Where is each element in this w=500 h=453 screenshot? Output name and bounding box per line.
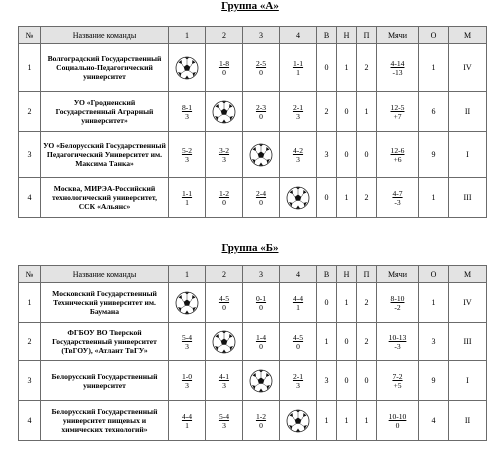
draws-cell: 0 (337, 361, 357, 401)
column-header: 4 (280, 266, 317, 283)
match-result-cell (243, 44, 280, 92)
team-name: УО «Белорусский Государственный Педагогический Университет им. Максима Танка» (41, 132, 169, 178)
match-points: 1 (296, 67, 300, 77)
match-score: 4-4 (292, 293, 304, 303)
goal-difference: -13 (392, 67, 403, 77)
place-cell: I (449, 361, 487, 401)
match-score: 0-1 (255, 293, 267, 303)
wins-cell: 1 (317, 323, 337, 361)
column-header: В (317, 266, 337, 283)
table-row (19, 401, 487, 441)
match-score: 2-5 (255, 58, 267, 68)
column-header: Н (337, 266, 357, 283)
self-match-cell (206, 92, 243, 132)
table-row (19, 44, 487, 92)
goals-cell (377, 178, 419, 218)
match-points: 3 (222, 380, 226, 390)
match-score: 5-4 (181, 332, 193, 342)
self-match-cell (243, 361, 280, 401)
match-score: 1-1 (292, 58, 304, 68)
losses-cell: 0 (357, 361, 377, 401)
match-points: 0 (259, 420, 263, 430)
table-row (19, 283, 487, 323)
team-name: ФГБОУ ВО Тверской Государственный университет (ТвГОУ), «Атлант ТвГУ» (41, 323, 169, 361)
match-result-cell (206, 283, 243, 323)
losses-cell: 0 (357, 132, 377, 178)
match-points: 3 (296, 154, 300, 164)
match-points: 3 (296, 111, 300, 121)
team-name: Белорусский Государственный университет (41, 361, 169, 401)
match-points: 1 (296, 302, 300, 312)
match-result-cell (280, 323, 317, 361)
points-cell: 1 (419, 178, 449, 218)
match-result-cell (280, 361, 317, 401)
column-header: В (317, 27, 337, 44)
match-result-cell (280, 44, 317, 92)
soccer-ball-icon (212, 330, 236, 354)
wins-cell: 0 (317, 44, 337, 92)
draws-cell: 1 (337, 44, 357, 92)
soccer-ball-icon (212, 100, 236, 124)
match-points: 1 (185, 197, 189, 207)
goals-ratio: 10-13 (388, 332, 407, 342)
draws-cell: 1 (337, 283, 357, 323)
table-row (19, 92, 487, 132)
soccer-ball-icon (175, 56, 199, 80)
place-cell: I (449, 132, 487, 178)
losses-cell: 2 (357, 44, 377, 92)
points-cell: 3 (419, 323, 449, 361)
losses-cell: 2 (357, 178, 377, 218)
goal-difference: 0 (395, 420, 400, 430)
column-header: Н (337, 27, 357, 44)
group-a-table (18, 26, 487, 218)
match-points: 0 (259, 197, 263, 207)
points-cell: 1 (419, 44, 449, 92)
match-points: 0 (259, 111, 263, 121)
wins-cell: 0 (317, 178, 337, 218)
soccer-ball-icon (286, 409, 310, 433)
match-result-cell (243, 323, 280, 361)
match-score: 4-5 (218, 293, 230, 303)
team-name: Московский Государственный Технический университет им. Баумана (41, 283, 169, 323)
match-score: 5-2 (181, 145, 193, 155)
draws-cell: 0 (337, 323, 357, 361)
team-name: Белорусский Государственный университет пищевых и химических технологий» (41, 401, 169, 441)
match-result-cell (169, 323, 206, 361)
match-score: 3-2 (218, 145, 230, 155)
group-a-title: Группа «А» (221, 0, 279, 12)
table-row (19, 361, 487, 401)
match-result-cell (206, 132, 243, 178)
goal-difference: -3 (394, 197, 401, 207)
draws-cell: 1 (337, 178, 357, 218)
match-result-cell (206, 401, 243, 441)
match-score: 4-1 (218, 371, 230, 381)
match-points: 3 (185, 341, 189, 351)
header-row (19, 266, 487, 283)
self-match-cell (169, 283, 206, 323)
match-score: 1-4 (255, 332, 267, 342)
match-result-cell (169, 401, 206, 441)
column-header: О (419, 266, 449, 283)
column-header: 2 (206, 27, 243, 44)
place-cell: II (449, 92, 487, 132)
match-result-cell (206, 44, 243, 92)
column-header: О (419, 27, 449, 44)
goal-difference: +5 (393, 380, 402, 390)
points-cell: 6 (419, 92, 449, 132)
match-points: 3 (185, 154, 189, 164)
place-cell: III (449, 323, 487, 361)
place-cell: III (449, 178, 487, 218)
column-header: 3 (243, 27, 280, 44)
column-header: 1 (169, 266, 206, 283)
soccer-ball-icon (286, 186, 310, 210)
goals-ratio: 12-6 (390, 145, 405, 155)
draws-cell: 0 (337, 132, 357, 178)
match-points: 3 (222, 420, 226, 430)
match-points: 0 (222, 302, 226, 312)
goals-ratio: 12-5 (390, 102, 405, 112)
match-points: 1 (185, 420, 189, 430)
goals-ratio: 4-7 (392, 188, 403, 198)
place-cell: IV (449, 283, 487, 323)
column-header: М (449, 27, 487, 44)
match-score: 4-4 (181, 411, 193, 421)
match-score: 1-2 (218, 188, 230, 198)
match-score: 2-1 (292, 371, 304, 381)
points-cell: 1 (419, 283, 449, 323)
header-row (19, 27, 487, 44)
table-row (19, 132, 487, 178)
match-result-cell (169, 361, 206, 401)
match-points: 3 (296, 380, 300, 390)
draws-cell: 0 (337, 92, 357, 132)
goals-ratio: 8-10 (390, 293, 405, 303)
goal-difference: -3 (394, 341, 401, 351)
goals-cell (377, 92, 419, 132)
goals-ratio: 10-10 (388, 411, 407, 421)
goals-cell (377, 44, 419, 92)
column-header: Мячи (377, 266, 419, 283)
column-header: 3 (243, 266, 280, 283)
match-score: 1-2 (255, 411, 267, 421)
match-score: 4-2 (292, 145, 304, 155)
match-result-cell (243, 401, 280, 441)
group-b-title: Группа «Б» (221, 242, 279, 254)
soccer-ball-icon (249, 143, 273, 167)
match-score: 1-8 (218, 58, 230, 68)
match-points: 0 (222, 197, 226, 207)
goals-cell (377, 361, 419, 401)
wins-cell: 2 (317, 92, 337, 132)
row-number: 2 (19, 323, 41, 361)
self-match-cell (243, 132, 280, 178)
team-name: Москва, МИРЭА-Российский технологический университет, ССК «Альянс» (41, 178, 169, 218)
losses-cell: 1 (357, 92, 377, 132)
match-score: 8-1 (181, 102, 193, 112)
match-points: 3 (222, 154, 226, 164)
match-score: 2-4 (255, 188, 267, 198)
column-header: М (449, 266, 487, 283)
match-result-cell (243, 283, 280, 323)
match-result-cell (169, 132, 206, 178)
row-number: 3 (19, 132, 41, 178)
match-result-cell (206, 178, 243, 218)
goals-cell (377, 283, 419, 323)
match-score: 1-0 (181, 371, 193, 381)
column-header: № (19, 266, 41, 283)
points-cell: 4 (419, 401, 449, 441)
place-cell: II (449, 401, 487, 441)
table-row (19, 178, 487, 218)
match-result-cell (280, 92, 317, 132)
row-number: 3 (19, 361, 41, 401)
losses-cell: 2 (357, 283, 377, 323)
row-number: 1 (19, 283, 41, 323)
soccer-ball-icon (175, 291, 199, 315)
goal-difference: +7 (393, 111, 402, 121)
match-points: 0 (259, 302, 263, 312)
column-header: П (357, 27, 377, 44)
column-header: 1 (169, 27, 206, 44)
column-header: 2 (206, 266, 243, 283)
match-result-cell (169, 178, 206, 218)
match-points: 0 (222, 67, 226, 77)
self-match-cell (280, 401, 317, 441)
column-header: 4 (280, 27, 317, 44)
goal-difference: -2 (394, 302, 401, 312)
match-points: 3 (185, 111, 189, 121)
column-header: Мячи (377, 27, 419, 44)
row-number: 4 (19, 401, 41, 441)
team-name: УО «Гродненский Государственный Аграрный университет» (41, 92, 169, 132)
self-match-cell (169, 44, 206, 92)
match-score: 5-4 (218, 411, 230, 421)
column-header: Название команды (41, 27, 169, 44)
match-result-cell (280, 132, 317, 178)
goals-cell (377, 132, 419, 178)
soccer-ball-icon (249, 369, 273, 393)
team-name: Волгоградский Государственный Социально-Педагогический университет (41, 44, 169, 92)
goals-ratio: 7-2 (392, 371, 403, 381)
goals-cell (377, 401, 419, 441)
wins-cell: 1 (317, 401, 337, 441)
row-number: 2 (19, 92, 41, 132)
match-result-cell (280, 283, 317, 323)
self-match-cell (206, 323, 243, 361)
match-points: 3 (185, 380, 189, 390)
wins-cell: 3 (317, 132, 337, 178)
row-number: 1 (19, 44, 41, 92)
group-b-table (18, 265, 487, 441)
match-result-cell (243, 178, 280, 218)
match-result-cell (169, 92, 206, 132)
column-header: П (357, 266, 377, 283)
match-result-cell (206, 361, 243, 401)
goal-difference: +6 (393, 154, 402, 164)
draws-cell: 1 (337, 401, 357, 441)
match-result-cell (243, 92, 280, 132)
column-header: № (19, 27, 41, 44)
match-points: 0 (296, 341, 300, 351)
place-cell: IV (449, 44, 487, 92)
table-row (19, 323, 487, 361)
match-score: 2-3 (255, 102, 267, 112)
points-cell: 9 (419, 132, 449, 178)
match-points: 0 (259, 341, 263, 351)
losses-cell: 1 (357, 401, 377, 441)
losses-cell: 2 (357, 323, 377, 361)
match-points: 0 (259, 67, 263, 77)
row-number: 4 (19, 178, 41, 218)
goals-ratio: 4-14 (390, 58, 405, 68)
match-score: 1-1 (181, 188, 193, 198)
goals-cell (377, 323, 419, 361)
wins-cell: 3 (317, 361, 337, 401)
points-cell: 9 (419, 361, 449, 401)
wins-cell: 0 (317, 283, 337, 323)
match-score: 2-1 (292, 102, 304, 112)
self-match-cell (280, 178, 317, 218)
match-score: 4-5 (292, 332, 304, 342)
column-header: Название команды (41, 266, 169, 283)
